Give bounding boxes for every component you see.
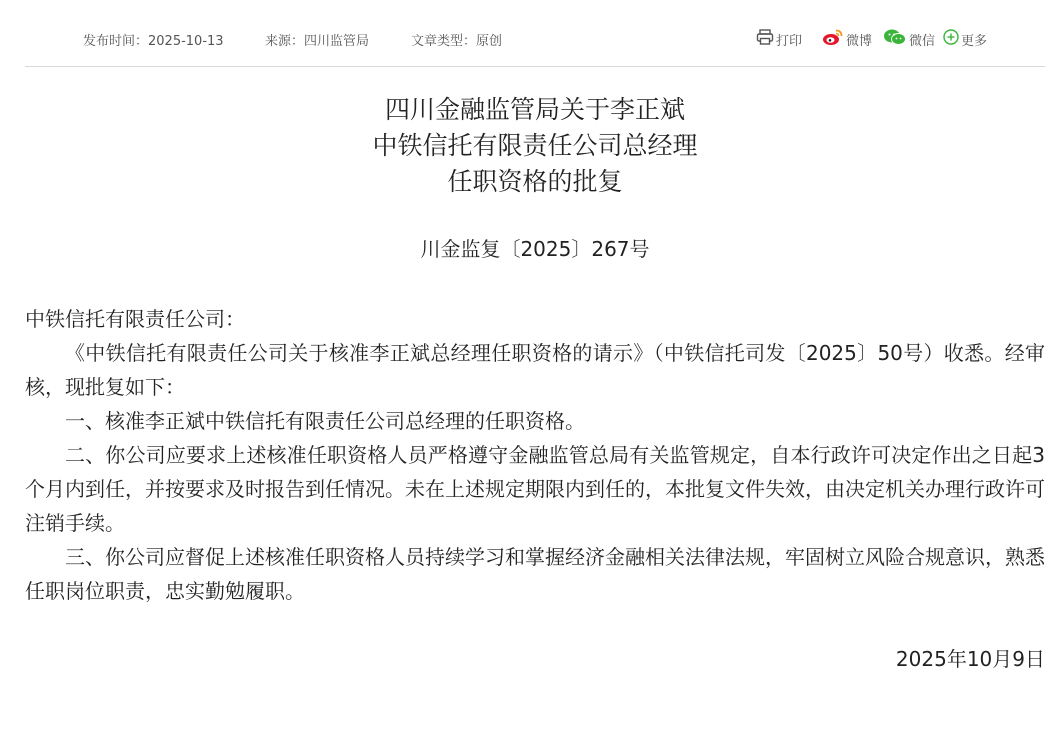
- plus-circle-icon: [943, 29, 959, 49]
- document-title: [25, 92, 1045, 200]
- more-share-button[interactable]: [943, 29, 987, 49]
- document-content: [25, 302, 1045, 608]
- paragraph: 三、你公司应督促上述核准任职资格人员持续学习和掌握经济金融相关法律法规，牢固树立风险合规意识，熟悉任职岗位职责，忠实勤勉履职。: [25, 545, 1045, 603]
- print-button[interactable]: [756, 29, 802, 49]
- paragraph: 二、你公司应要求上述核准任职资格人员严格遵守金融监管总局有关监管规定，自本行政许可决定作出之日起3个月内到任，并按要求及时报告到任情况。未在上述规定期限内到任的，本批复文件失效，由决定机关办理行政许可注销手续。: [25, 443, 1045, 535]
- weibo-share-button[interactable]: [822, 29, 872, 49]
- publish-time: 发布时间：2025-10-13: [83, 34, 224, 49]
- document-date: 2025年10月9日: [895, 647, 1045, 671]
- paragraph: 《中铁信托有限责任公司关于核准李正斌总经理任职资格的请示》（中铁信托司发〔2025〕50号）收悉。经审核，现批复如下：: [25, 341, 1045, 399]
- printer-icon: [756, 29, 774, 49]
- document-number: 川金监复〔2025〕267号: [420, 237, 650, 261]
- print-label: 打印: [776, 33, 803, 49]
- wechat-icon: [883, 28, 907, 50]
- title-line: 四川金融监管局关于李正斌: [384, 95, 685, 124]
- addressee: 中铁信托有限责任公司：: [25, 307, 245, 331]
- weibo-label: 微博: [846, 33, 873, 49]
- weibo-icon: [822, 28, 844, 50]
- paragraph: 一、核准李正斌中铁信托有限责任公司总经理的任职资格。: [65, 409, 585, 433]
- wechat-share-button[interactable]: [883, 29, 935, 49]
- wechat-label: 微信: [909, 33, 936, 49]
- source-label: 来源：四川监管局: [265, 34, 370, 49]
- title-line: 任职资格的批复: [447, 167, 623, 196]
- article-meta-bar: [25, 0, 1045, 67]
- article-type: 文章类型：原创: [411, 34, 503, 49]
- more-label: 更多: [961, 33, 988, 49]
- title-line: 中铁信托有限责任公司总经理: [372, 131, 698, 160]
